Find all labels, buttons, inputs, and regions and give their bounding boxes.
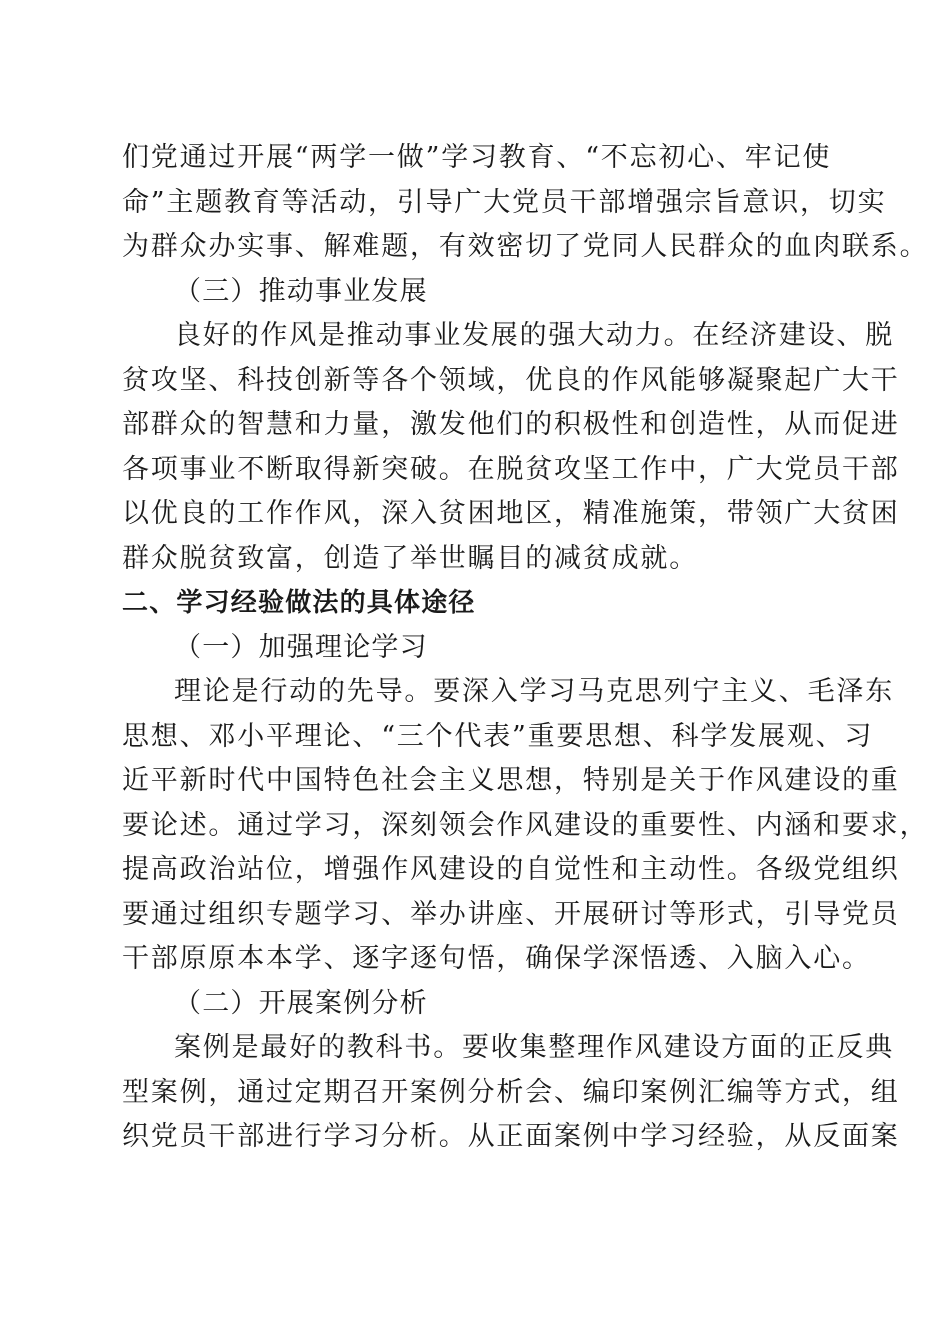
paragraph-continuation xyxy=(122,136,929,270)
text-line: 案例是最好的教科书。要收集整理作风建设方面的正反典 xyxy=(174,1032,894,1063)
text-line: 近平新时代中国特色社会主义思想，特别是关于作风建设的重 xyxy=(122,765,900,796)
text-line: 良好的作风是推动事业发展的强大动力。在经济建设、脱 xyxy=(174,320,894,351)
section-heading: （二）开展案例分析 xyxy=(174,987,428,1019)
text-line: 贫攻坚、科技创新等各个领域，优良的作风能够凝聚起广大干 xyxy=(122,364,900,396)
text-line: 为群众办实事、解难题，有效密切了党同人民群众的血肉联系。 xyxy=(122,231,929,262)
text-line: 部群众的智慧和力量，激发他们的积极性和创造性，从而促进 xyxy=(122,409,900,440)
text-line: 要通过组织专题学习、举办讲座、开展研讨等形式，引导党员 xyxy=(122,898,900,930)
text-line: 以优良的工作作风，深入贫困地区，精准施策，带领广大贫困 xyxy=(122,498,900,529)
text-line: 思想、邓小平理论、“三个代表”重要思想、科学发展观、习 xyxy=(122,720,874,752)
text-line: 提高政治站位，增强作风建设的自觉性和主动性。各级党组织 xyxy=(122,854,900,885)
section-heading: （一）加强理论学习 xyxy=(174,631,428,663)
text-line: 干部原原本本学、逐字逐句悟，确保学深悟透、入脑入心。 xyxy=(122,943,871,974)
section-heading: （三）推动事业发展 xyxy=(174,275,428,307)
paragraph xyxy=(122,670,929,982)
text-line: 们党通过开展“两学一做”学习教育、“不忘初心、牢记使 xyxy=(122,142,832,173)
text-line: 命”主题教育等活动，引导广大党员干部增强宗旨意识，切实 xyxy=(122,186,887,218)
text-line: 织党员干部进行学习分析。从正面案例中学习经验，从反面案 xyxy=(122,1121,900,1152)
text-line: 型案例，通过定期召开案例分析会、编印案例汇编等方式，组 xyxy=(122,1076,900,1108)
text-line: 群众脱贫致富，创造了举世瞩目的减贫成就。 xyxy=(122,542,698,574)
document-body xyxy=(122,136,929,1160)
text-line: 要论述。通过学习，深刻领会作风建设的重要性、内涵和要求， xyxy=(122,809,929,841)
paragraph xyxy=(122,314,900,581)
text-line: 各项事业不断取得新突破。在脱贫攻坚工作中，广大党员干部 xyxy=(122,453,900,485)
paragraph xyxy=(122,1026,900,1160)
text-line: 理论是行动的先导。要深入学习马克思列宁主义、毛泽东 xyxy=(174,676,894,707)
chapter-heading: 二、学习经验做法的具体途径 xyxy=(122,588,476,618)
